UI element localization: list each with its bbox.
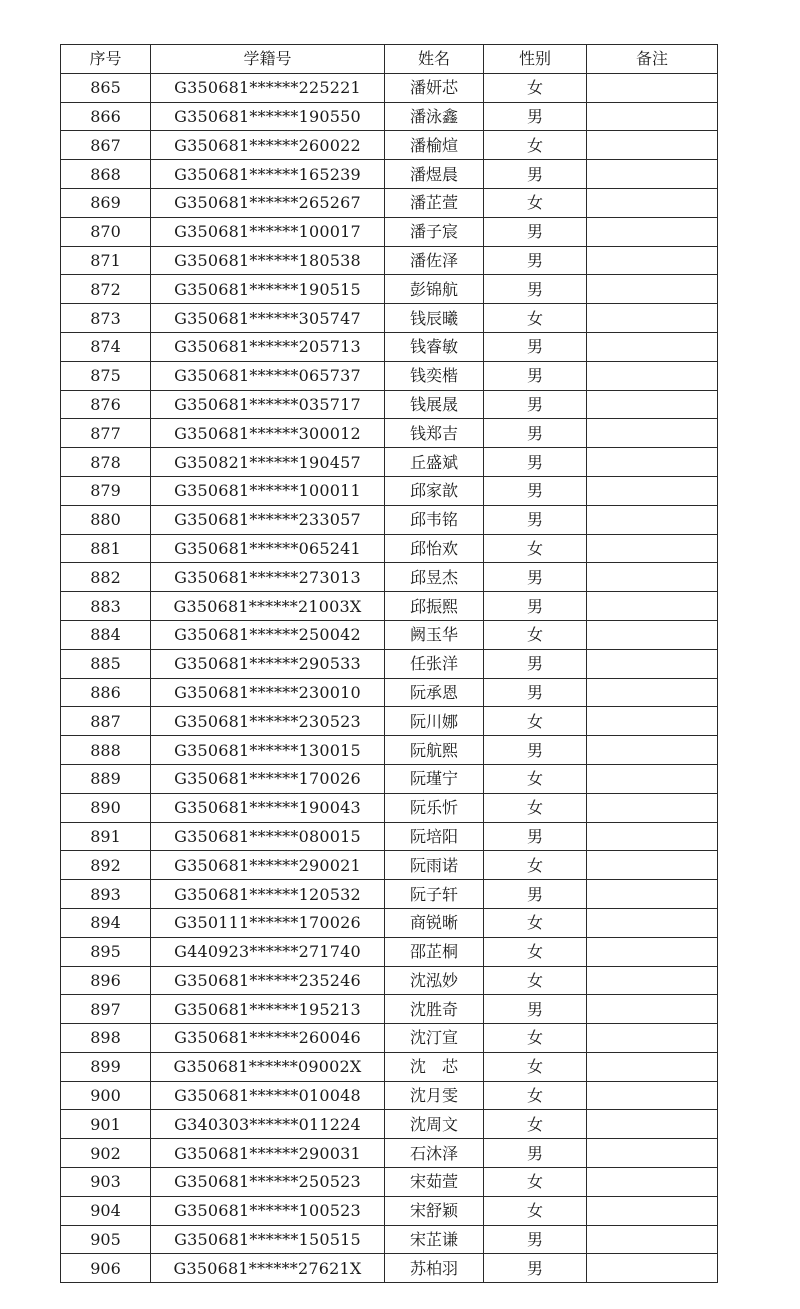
cell-seq: 894	[61, 908, 151, 937]
cell-gender: 女	[484, 1024, 587, 1053]
table-row	[61, 102, 718, 131]
cell-name: 邱怡欢	[385, 534, 484, 563]
cell-gender: 男	[484, 332, 587, 361]
table-row	[61, 908, 718, 937]
table-row	[61, 1254, 718, 1283]
cell-note	[587, 822, 718, 851]
cell-note	[587, 1081, 718, 1110]
cell-name: 阮培阳	[385, 822, 484, 851]
cell-seq: 887	[61, 707, 151, 736]
cell-student-id: G350681******300012	[151, 419, 385, 448]
table-row	[61, 563, 718, 592]
table-row	[61, 822, 718, 851]
cell-seq: 869	[61, 188, 151, 217]
cell-seq: 886	[61, 678, 151, 707]
cell-name: 钱郑吉	[385, 419, 484, 448]
cell-student-id: G350821******190457	[151, 448, 385, 477]
cell-gender: 女	[484, 793, 587, 822]
cell-seq: 905	[61, 1225, 151, 1254]
table-row	[61, 966, 718, 995]
table-row	[61, 448, 718, 477]
cell-seq: 882	[61, 563, 151, 592]
cell-name: 沈 芯	[385, 1052, 484, 1081]
cell-seq: 892	[61, 851, 151, 880]
cell-note	[587, 880, 718, 909]
cell-student-id: G350681******235246	[151, 966, 385, 995]
cell-note	[587, 764, 718, 793]
cell-name: 沈月雯	[385, 1081, 484, 1110]
cell-name: 阮雨诺	[385, 851, 484, 880]
cell-gender: 女	[484, 966, 587, 995]
cell-gender: 男	[484, 1254, 587, 1283]
cell-gender: 女	[484, 1052, 587, 1081]
header-gender: 性别	[484, 45, 587, 74]
cell-name: 彭锦航	[385, 275, 484, 304]
cell-student-id: G350681******273013	[151, 563, 385, 592]
cell-seq: 902	[61, 1139, 151, 1168]
table-row	[61, 736, 718, 765]
cell-seq: 899	[61, 1052, 151, 1081]
cell-note	[587, 1196, 718, 1225]
cell-note	[587, 361, 718, 390]
cell-name: 沈泓妙	[385, 966, 484, 995]
cell-note	[587, 620, 718, 649]
cell-student-id: G350681******065241	[151, 534, 385, 563]
header-student-id: 学籍号	[151, 45, 385, 74]
table-row	[61, 1196, 718, 1225]
cell-gender: 女	[484, 304, 587, 333]
cell-name: 邱振熙	[385, 592, 484, 621]
cell-student-id: G350111******170026	[151, 908, 385, 937]
cell-gender: 男	[484, 1225, 587, 1254]
cell-note	[587, 1225, 718, 1254]
table-row	[61, 1225, 718, 1254]
cell-name: 商锐晰	[385, 908, 484, 937]
cell-name: 邱韦铭	[385, 505, 484, 534]
cell-seq: 890	[61, 793, 151, 822]
cell-gender: 男	[484, 390, 587, 419]
cell-name: 邱家歆	[385, 476, 484, 505]
cell-gender: 女	[484, 131, 587, 160]
cell-seq: 888	[61, 736, 151, 765]
cell-student-id: G350681******230010	[151, 678, 385, 707]
cell-name: 潘煜晨	[385, 160, 484, 189]
table-row	[61, 131, 718, 160]
cell-seq: 880	[61, 505, 151, 534]
cell-student-id: G350681******233057	[151, 505, 385, 534]
cell-gender: 女	[484, 1196, 587, 1225]
table-row	[61, 217, 718, 246]
cell-name: 潘榆煊	[385, 131, 484, 160]
cell-seq: 895	[61, 937, 151, 966]
table-row	[61, 1024, 718, 1053]
cell-seq: 867	[61, 131, 151, 160]
cell-gender: 男	[484, 649, 587, 678]
table-row	[61, 707, 718, 736]
cell-name: 邵芷桐	[385, 937, 484, 966]
cell-seq: 878	[61, 448, 151, 477]
cell-student-id: G350681******21003X	[151, 592, 385, 621]
table-row	[61, 592, 718, 621]
table-row	[61, 620, 718, 649]
cell-name: 丘盛斌	[385, 448, 484, 477]
cell-seq: 901	[61, 1110, 151, 1139]
cell-student-id: G350681******100017	[151, 217, 385, 246]
cell-gender: 男	[484, 563, 587, 592]
cell-seq: 874	[61, 332, 151, 361]
cell-student-id: G350681******065737	[151, 361, 385, 390]
cell-note	[587, 476, 718, 505]
student-roster-table	[60, 44, 718, 1283]
cell-note	[587, 937, 718, 966]
cell-name: 苏柏羽	[385, 1254, 484, 1283]
cell-seq: 866	[61, 102, 151, 131]
table-row	[61, 246, 718, 275]
cell-note	[587, 275, 718, 304]
cell-seq: 889	[61, 764, 151, 793]
cell-note	[587, 563, 718, 592]
cell-seq: 879	[61, 476, 151, 505]
cell-name: 潘泳鑫	[385, 102, 484, 131]
cell-name: 任张洋	[385, 649, 484, 678]
table-row	[61, 1081, 718, 1110]
table-row	[61, 73, 718, 102]
table-row	[61, 995, 718, 1024]
cell-note	[587, 851, 718, 880]
header-seq: 序号	[61, 45, 151, 74]
cell-student-id: G350681******260022	[151, 131, 385, 160]
table-row	[61, 160, 718, 189]
cell-note	[587, 1024, 718, 1053]
table-row	[61, 880, 718, 909]
cell-seq: 896	[61, 966, 151, 995]
cell-seq: 881	[61, 534, 151, 563]
cell-student-id: G350681******305747	[151, 304, 385, 333]
cell-student-id: G350681******27621X	[151, 1254, 385, 1283]
table-row	[61, 505, 718, 534]
cell-note	[587, 448, 718, 477]
cell-gender: 女	[484, 1110, 587, 1139]
cell-note	[587, 793, 718, 822]
cell-note	[587, 678, 718, 707]
cell-seq: 897	[61, 995, 151, 1024]
cell-note	[587, 908, 718, 937]
cell-student-id: G350681******035717	[151, 390, 385, 419]
cell-seq: 906	[61, 1254, 151, 1283]
cell-student-id: G350681******290533	[151, 649, 385, 678]
cell-gender: 男	[484, 448, 587, 477]
cell-name: 宋芷谦	[385, 1225, 484, 1254]
cell-gender: 男	[484, 505, 587, 534]
table-row	[61, 764, 718, 793]
cell-note	[587, 1254, 718, 1283]
student-roster-sheet	[60, 44, 718, 1283]
cell-name: 沈胜奇	[385, 995, 484, 1024]
cell-gender: 女	[484, 1168, 587, 1197]
cell-student-id: G350681******190043	[151, 793, 385, 822]
cell-seq: 871	[61, 246, 151, 275]
cell-gender: 女	[484, 188, 587, 217]
cell-student-id: G350681******260046	[151, 1024, 385, 1053]
cell-seq: 904	[61, 1196, 151, 1225]
cell-gender: 男	[484, 822, 587, 851]
cell-note	[587, 649, 718, 678]
cell-name: 沈周文	[385, 1110, 484, 1139]
cell-student-id: G350681******195213	[151, 995, 385, 1024]
cell-student-id: G350681******080015	[151, 822, 385, 851]
cell-name: 潘芷萱	[385, 188, 484, 217]
cell-note	[587, 736, 718, 765]
cell-student-id: G350681******230523	[151, 707, 385, 736]
cell-gender: 男	[484, 361, 587, 390]
cell-gender: 女	[484, 937, 587, 966]
cell-seq: 885	[61, 649, 151, 678]
cell-name: 邱昱杰	[385, 563, 484, 592]
cell-note	[587, 246, 718, 275]
cell-name: 宋舒颖	[385, 1196, 484, 1225]
cell-gender: 男	[484, 102, 587, 131]
cell-gender: 男	[484, 275, 587, 304]
table-row	[61, 534, 718, 563]
cell-seq: 903	[61, 1168, 151, 1197]
cell-seq: 898	[61, 1024, 151, 1053]
cell-gender: 女	[484, 764, 587, 793]
cell-gender: 男	[484, 678, 587, 707]
cell-note	[587, 73, 718, 102]
cell-gender: 女	[484, 707, 587, 736]
cell-gender: 女	[484, 908, 587, 937]
cell-gender: 女	[484, 851, 587, 880]
cell-gender: 男	[484, 419, 587, 448]
table-row	[61, 649, 718, 678]
cell-seq: 877	[61, 419, 151, 448]
cell-name: 沈汀宣	[385, 1024, 484, 1053]
cell-student-id: G350681******010048	[151, 1081, 385, 1110]
cell-seq: 900	[61, 1081, 151, 1110]
cell-name: 阮乐忻	[385, 793, 484, 822]
cell-note	[587, 188, 718, 217]
cell-gender: 女	[484, 1081, 587, 1110]
cell-student-id: G350681******190550	[151, 102, 385, 131]
table-row	[61, 304, 718, 333]
table-row	[61, 678, 718, 707]
cell-note	[587, 1052, 718, 1081]
cell-note	[587, 102, 718, 131]
cell-note	[587, 505, 718, 534]
cell-seq: 872	[61, 275, 151, 304]
cell-student-id: G350681******165239	[151, 160, 385, 189]
cell-name: 阮瑾宁	[385, 764, 484, 793]
cell-seq: 868	[61, 160, 151, 189]
header-name: 姓名	[385, 45, 484, 74]
table-row	[61, 1110, 718, 1139]
cell-seq: 891	[61, 822, 151, 851]
cell-seq: 876	[61, 390, 151, 419]
table-row	[61, 476, 718, 505]
cell-student-id: G440923******271740	[151, 937, 385, 966]
cell-name: 潘佐泽	[385, 246, 484, 275]
cell-student-id: G350681******100523	[151, 1196, 385, 1225]
cell-gender: 男	[484, 736, 587, 765]
cell-note	[587, 217, 718, 246]
cell-seq: 865	[61, 73, 151, 102]
cell-seq: 870	[61, 217, 151, 246]
cell-note	[587, 304, 718, 333]
cell-student-id: G350681******225221	[151, 73, 385, 102]
cell-name: 石沐泽	[385, 1139, 484, 1168]
cell-note	[587, 995, 718, 1024]
header-row	[61, 45, 718, 74]
cell-name: 钱辰曦	[385, 304, 484, 333]
cell-note	[587, 419, 718, 448]
table-row	[61, 851, 718, 880]
cell-gender: 男	[484, 592, 587, 621]
cell-name: 阮航熙	[385, 736, 484, 765]
cell-note	[587, 707, 718, 736]
cell-seq: 884	[61, 620, 151, 649]
cell-student-id: G350681******290021	[151, 851, 385, 880]
cell-student-id: G350681******150515	[151, 1225, 385, 1254]
cell-seq: 875	[61, 361, 151, 390]
cell-name: 钱展晟	[385, 390, 484, 419]
cell-gender: 男	[484, 1139, 587, 1168]
cell-name: 钱睿敏	[385, 332, 484, 361]
cell-gender: 男	[484, 995, 587, 1024]
cell-note	[587, 534, 718, 563]
cell-seq: 883	[61, 592, 151, 621]
table-row	[61, 361, 718, 390]
cell-student-id: G350681******130015	[151, 736, 385, 765]
cell-name: 宋茹萱	[385, 1168, 484, 1197]
cell-gender: 男	[484, 217, 587, 246]
cell-note	[587, 131, 718, 160]
cell-note	[587, 332, 718, 361]
cell-student-id: G350681******190515	[151, 275, 385, 304]
cell-student-id: G350681******250523	[151, 1168, 385, 1197]
cell-student-id: G350681******265267	[151, 188, 385, 217]
cell-seq: 893	[61, 880, 151, 909]
cell-seq: 873	[61, 304, 151, 333]
table-row	[61, 419, 718, 448]
cell-name: 钱奕楷	[385, 361, 484, 390]
cell-note	[587, 1168, 718, 1197]
cell-student-id: G350681******09002X	[151, 1052, 385, 1081]
table-row	[61, 1052, 718, 1081]
table-row	[61, 937, 718, 966]
cell-student-id: G350681******100011	[151, 476, 385, 505]
cell-note	[587, 160, 718, 189]
cell-student-id: G350681******120532	[151, 880, 385, 909]
cell-student-id: G350681******170026	[151, 764, 385, 793]
cell-name: 阮子轩	[385, 880, 484, 909]
cell-gender: 男	[484, 880, 587, 909]
cell-student-id: G340303******011224	[151, 1110, 385, 1139]
cell-gender: 女	[484, 73, 587, 102]
cell-gender: 男	[484, 160, 587, 189]
cell-gender: 女	[484, 620, 587, 649]
header-note: 备注	[587, 45, 718, 74]
cell-note	[587, 592, 718, 621]
table-row	[61, 1168, 718, 1197]
cell-note	[587, 1110, 718, 1139]
cell-note	[587, 390, 718, 419]
cell-note	[587, 1139, 718, 1168]
table-row	[61, 275, 718, 304]
cell-name: 阮承恩	[385, 678, 484, 707]
cell-student-id: G350681******290031	[151, 1139, 385, 1168]
table-row	[61, 332, 718, 361]
table-row	[61, 793, 718, 822]
cell-name: 潘子宸	[385, 217, 484, 246]
cell-name: 阮川娜	[385, 707, 484, 736]
table-row	[61, 1139, 718, 1168]
roster-body	[61, 73, 718, 1282]
cell-gender: 男	[484, 476, 587, 505]
cell-gender: 男	[484, 246, 587, 275]
cell-gender: 女	[484, 534, 587, 563]
cell-note	[587, 966, 718, 995]
cell-student-id: G350681******205713	[151, 332, 385, 361]
cell-name: 阙玉华	[385, 620, 484, 649]
table-row	[61, 390, 718, 419]
cell-name: 潘妍芯	[385, 73, 484, 102]
cell-student-id: G350681******250042	[151, 620, 385, 649]
cell-student-id: G350681******180538	[151, 246, 385, 275]
table-row	[61, 188, 718, 217]
